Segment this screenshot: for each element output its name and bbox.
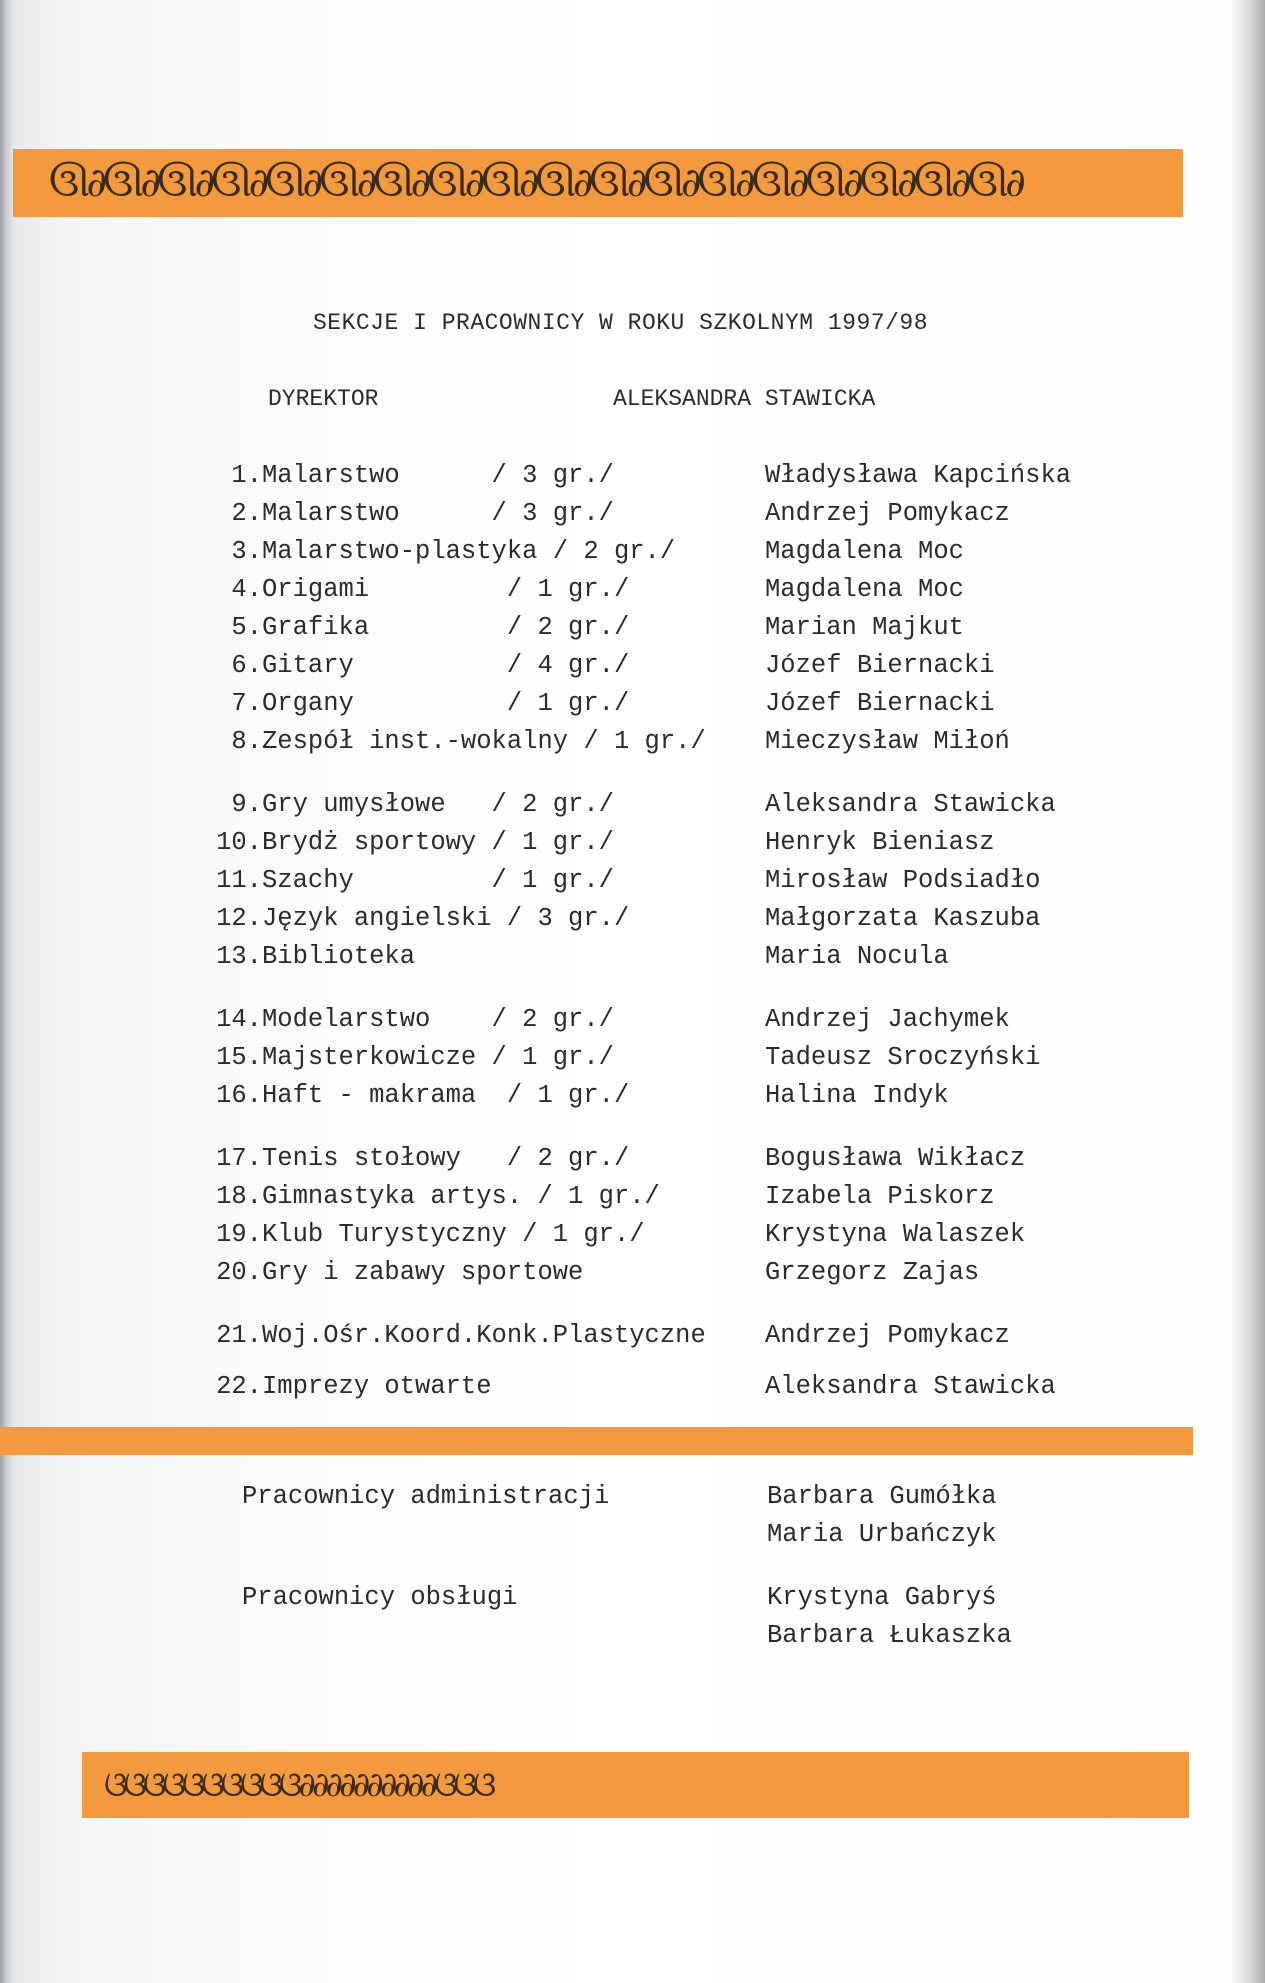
ornament-pattern: ઊ∂ઊ∂ઊ∂ઊ∂ઊ∂ઊ∂ઊ∂ઊ∂ઊ∂ઊ∂ઊ∂ઊ∂ઊ∂ઊ∂ઊ∂ઊ∂ઊ∂ઊ∂ [49,160,1022,206]
staff-service-name: Barbara Łukaszka [767,1621,1012,1650]
section-name: Modelarstwo / 2 gr./ [262,1005,614,1034]
section-person: Mirosław Podsiadło [765,866,1041,895]
section-person: Władysława Kapcińska [765,461,1072,490]
section-row [0,1258,1265,1296]
section-number: 9. [231,790,262,819]
section-number: 12. [216,904,262,933]
staff-admin-label: Pracownicy administracji [242,1482,610,1511]
section-person: Andrzej Pomykacz [765,499,1010,528]
section-person: Józef Biernacki [765,651,995,680]
section-person: Andrzej Pomykacz [765,1321,1010,1350]
section-name: Język angielski / 3 gr./ [262,904,630,933]
section-name: Haft - makrama / 1 gr./ [262,1081,630,1110]
section-row [0,1043,1265,1081]
section-number: 18. [216,1182,262,1211]
section-row [0,461,1265,499]
staff-admin-name: Maria Urbańczyk [767,1520,997,1549]
section-person: Tadeusz Sroczyński [765,1043,1041,1072]
section-name: Woj.Ośr.Koord.Konk.Plastyczne [262,1321,706,1350]
section-name: Zespół inst.-wokalny / 1 gr./ [262,727,706,756]
section-name: Grafika / 2 gr./ [262,613,630,642]
director-label: DYREKTOR [268,386,379,412]
section-name: Malarstwo / 3 gr./ [262,461,614,490]
section-person: Aleksandra Stawicka [765,790,1056,819]
section-person: Magdalena Moc [765,537,964,566]
ornamental-border-bottom [82,1752,1189,1818]
section-person: Małgorzata Kaszuba [765,904,1041,933]
staff-service-name: Krystyna Gabryś [767,1583,997,1612]
section-person: Aleksandra Stawicka [765,1372,1056,1401]
section-row [0,828,1265,866]
section-row [0,790,1265,828]
section-row [0,727,1265,765]
section-person: Andrzej Jachymek [765,1005,1010,1034]
section-name: Origami / 1 gr./ [262,575,630,604]
section-name: Gry i zabawy sportowe [262,1258,584,1287]
section-row [0,575,1265,613]
section-person: Magdalena Moc [765,575,964,604]
director-name: ALEKSANDRA STAWICKA [613,386,876,412]
section-person: Józef Biernacki [765,689,995,718]
divider-band [0,1427,1193,1455]
section-row [0,866,1265,904]
section-row [0,1372,1265,1410]
section-number: 20. [216,1258,262,1287]
section-name: Organy / 1 gr./ [262,689,630,718]
section-number: 2. [231,499,262,528]
section-person: Grzegorz Zajas [765,1258,980,1287]
section-name: Majsterkowicze / 1 gr./ [262,1043,614,1072]
section-number: 5. [231,613,262,642]
section-row [0,904,1265,942]
ornament-pattern: ଓଓଓଓଓଓଓଓଓଓ∂∂∂∂∂∂∂∂∂∂ଓଓଓ [104,1765,493,1805]
section-row [0,1182,1265,1220]
section-name: Gry umysłowe / 2 gr./ [262,790,614,819]
section-number: 4. [231,575,262,604]
section-row [0,499,1265,537]
section-row [0,1081,1265,1119]
section-number: 6. [231,651,262,680]
section-row [0,689,1265,727]
section-number: 13. [216,942,262,971]
section-row [0,651,1265,689]
staff-service-label: Pracownicy obsługi [242,1583,518,1612]
section-number: 19. [216,1220,262,1249]
section-number: 10. [216,828,262,857]
section-name: Tenis stołowy / 2 gr./ [262,1144,630,1173]
section-number: 15. [216,1043,262,1072]
section-person: Henryk Bieniasz [765,828,995,857]
section-name: Brydż sportowy / 1 gr./ [262,828,614,857]
ornamental-border-top [13,149,1183,217]
section-person: Krystyna Walaszek [765,1220,1026,1249]
section-person: Mieczysław Miłoń [765,727,1010,756]
section-name: Gimnastyka artys. / 1 gr./ [262,1182,660,1211]
section-number: 1. [231,461,262,490]
section-name: Imprezy otwarte [262,1372,492,1401]
section-row [0,537,1265,575]
section-person: Bogusława Wikłacz [765,1144,1026,1173]
section-name: Biblioteka [262,942,416,971]
section-row [0,1144,1265,1182]
section-number: 11. [216,866,262,895]
section-row [0,942,1265,980]
section-row [0,613,1265,651]
section-person: Izabela Piskorz [765,1182,995,1211]
page-title: SEKCJE I PRACOWNICY W ROKU SZKOLNYM 1997/98 [313,310,928,336]
section-number: 3. [231,537,262,566]
section-person: Halina Indyk [765,1081,949,1110]
section-number: 7. [231,689,262,718]
section-number: 22. [216,1372,262,1401]
section-number: 21. [216,1321,262,1350]
staff-admin-name: Barbara Gumółka [767,1482,997,1511]
section-name: Malarstwo-plastyka / 2 gr./ [262,537,676,566]
section-row [0,1005,1265,1043]
section-person: Maria Nocula [765,942,949,971]
section-name: Malarstwo / 3 gr./ [262,499,614,528]
section-number: 8. [231,727,262,756]
section-number: 14. [216,1005,262,1034]
section-name: Klub Turystyczny / 1 gr./ [262,1220,645,1249]
section-name: Szachy / 1 gr./ [262,866,614,895]
section-row [0,1220,1265,1258]
section-person: Marian Majkut [765,613,964,642]
section-number: 16. [216,1081,262,1110]
sections-list [0,461,1265,1410]
section-row [0,1321,1265,1359]
section-name: Gitary / 4 gr./ [262,651,630,680]
section-number: 17. [216,1144,262,1173]
